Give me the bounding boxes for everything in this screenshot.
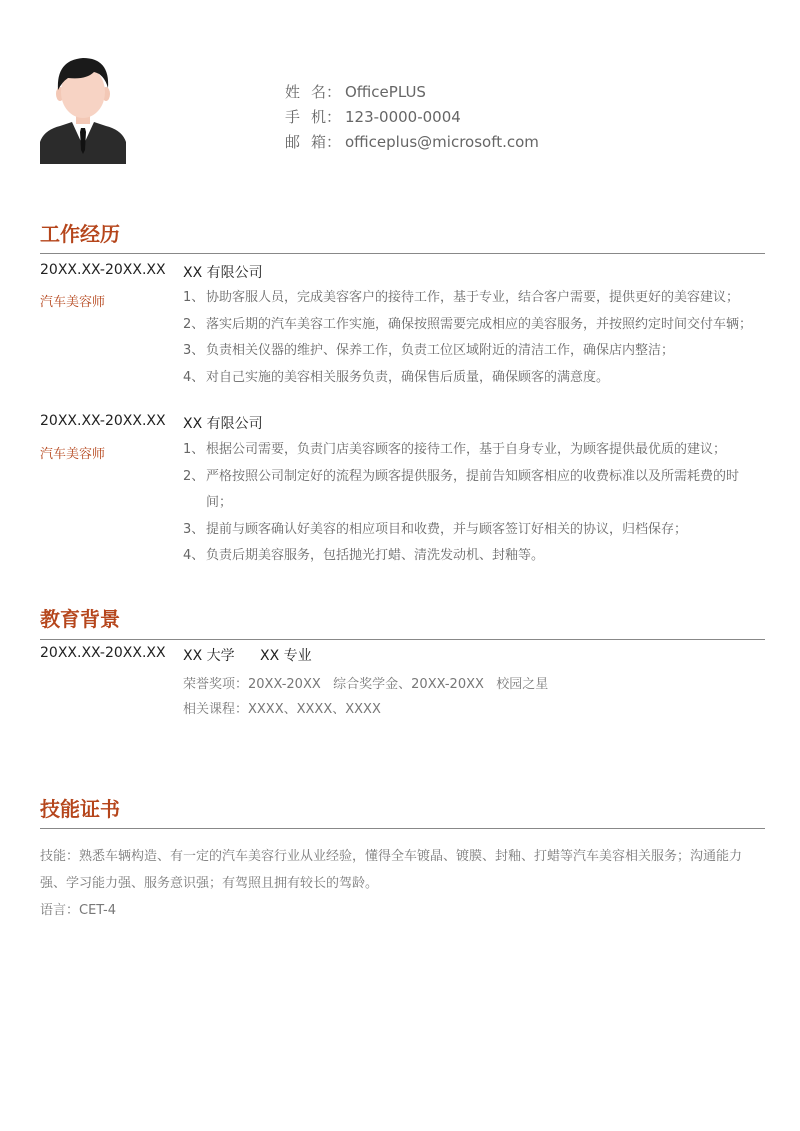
- phone-value: 123-0000-0004: [345, 108, 461, 126]
- list-item: 2、 严格按照公司制定好的流程为顾客提供服务，提前告知顾客相应的收费标准以及所需耗费的时间；: [183, 468, 740, 510]
- work-2-role: 汽车美容师: [40, 447, 106, 462]
- work-1-duties: [183, 285, 763, 391]
- skills-text: 技能：熟悉车辆构造、有一定的汽车美容行业从业经验，懂得全车镀晶、镀膜、封釉、打蜡等汽车美容相关服务；沟通能力强、学习能力强、服务意识强；有驾照且拥有较长的驾龄。: [40, 849, 743, 891]
- work-2-duties: [183, 437, 763, 570]
- skills-section-title: 技能证书: [40, 797, 120, 821]
- work-section-title: 工作经历: [40, 222, 120, 246]
- work-2-date: 20XX.XX-20XX.XX: [40, 413, 166, 429]
- name-row: [285, 80, 539, 105]
- name-label: 姓 名：: [285, 83, 342, 101]
- skills-block: [40, 843, 765, 924]
- education-section-divider: [40, 639, 765, 640]
- education-honors: 荣誉奖项：20XX-20XX 综合奖学金、20XX-20XX 校园之星: [183, 677, 549, 692]
- education-courses: 相关课程：XXXX、XXXX、XXXX: [183, 702, 381, 717]
- list-item: 3、 提前与顾客确认好美容的相应项目和收费，并与顾客签订好相关的协议，归档保存；: [183, 521, 688, 537]
- education-date: 20XX.XX-20XX.XX: [40, 645, 166, 661]
- avatar: [40, 50, 126, 164]
- skills-section-divider: [40, 828, 765, 829]
- education-section-title: 教育背景: [40, 607, 120, 631]
- education-major: XX 专业: [260, 648, 312, 664]
- work-1-date: 20XX.XX-20XX.XX: [40, 262, 166, 278]
- list-item: 4、 对自己实施的美容相关服务负责，确保售后质量，确保顾客的满意度。: [183, 369, 610, 385]
- language-text: 语言：CET-4: [40, 903, 117, 918]
- contact-info: [285, 80, 539, 155]
- email-value: officeplus@microsoft.com: [345, 133, 539, 151]
- list-item: 2、 落实后期的汽车美容工作实施，确保按照需要完成相应的美容服务，并按照约定时间交付车辆；: [183, 316, 753, 332]
- work-2-company: XX 有限公司: [183, 416, 263, 432]
- phone-label: 手 机：: [285, 108, 342, 126]
- name-value: OfficePLUS: [345, 83, 426, 101]
- list-item: 3、 负责相关仪器的维护、保养工作，负责工位区域附近的清洁工作，确保店内整洁；: [183, 343, 675, 358]
- list-item: 4、 负责后期美容服务，包括抛光打蜡、清洗发动机、封釉等。: [183, 548, 545, 563]
- education-school: XX 大学: [183, 648, 235, 664]
- email-row: [285, 130, 539, 155]
- work-1-company: XX 有限公司: [183, 265, 263, 281]
- work-1-role: 汽车美容师: [40, 295, 106, 310]
- list-item: 1、 根据公司需要，负责门店美容顾客的接待工作，基于自身专业，为顾客提供最优质的建议；: [183, 442, 727, 457]
- list-item: 1、 协助客服人员，完成美容客户的接待工作，基于专业，结合客户需要，提供更好的美容建议；: [183, 290, 740, 305]
- person-avatar-icon: [40, 50, 126, 164]
- work-section-divider: [40, 253, 765, 254]
- email-label: 邮 箱：: [285, 133, 342, 151]
- phone-row: [285, 105, 539, 130]
